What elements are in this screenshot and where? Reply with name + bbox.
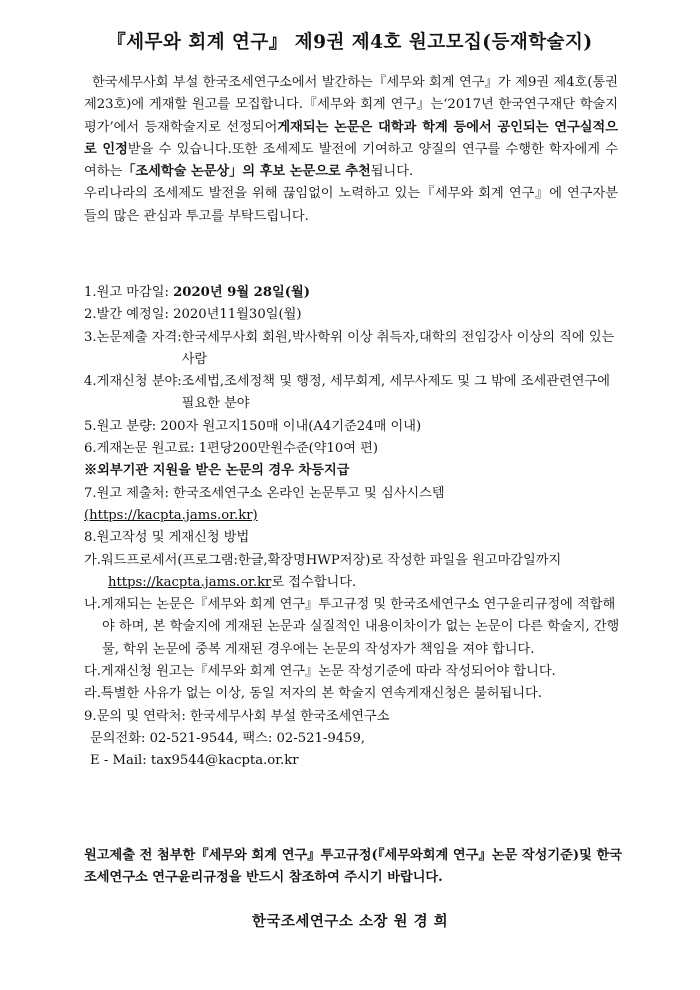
method-ga-cont [84,572,622,594]
page-title: 『세무와 회계 연구』 제9권 제4호 원고모집(등재학술지) [107,32,593,53]
item-publish-date: 2.발간 예정일: 2020년11월30일(월) [84,307,302,323]
item-method-ga [84,550,622,595]
item-fields-value: 조세법,조세정책 및 행정, 세무회계, 세무사제도 및 그 밖에 조세관련연구에 필요한 분야 [181,374,610,412]
item-method-na: 나.게재되는 논문은『세무와 회계 연구』투고규정 및 한국조세연구소 연구윤리규정에 적합해야 하며, 본 학술지에 게재된 논문과 실질적인 내용이차이가 없는 논문이 다른 학술지, 간행물, 학위 논문에 중복 게재된 경우에는 논문의 작성자가 책임을 져야 합니다. [84,597,620,657]
submission-link[interactable]: (https://kacpta.jams.or.kr) [84,507,258,523]
item-deadline-label: 1.원고 마감일: [84,285,174,300]
item-eligibility-value: 한국세무사회 회원,박사학위 이상 취득자,대학의 전임강사 이상의 직에 있는 사람 [181,329,615,367]
item-fields-label: 4.게재신청 분야: [84,374,182,390]
item-contact-email: E - Mail: tax9544@kacpta.or.kr [90,753,299,769]
item-eligibility [84,327,622,372]
item-submission-url [84,505,622,527]
item-deadline [84,282,622,304]
footer-note: 원고제출 전 첨부한『세무와 회계 연구』투고규정(『세무와회계 연구』논문 작성기준)및 한국조세연구소 연구윤리규정을 반드시 참조하여 주시기 바랍니다. [84,848,622,886]
item-method-ra: 라.특별한 사유가 없는 이상, 동일 저자의 본 학술지 연속게재신청은 불허됩니다. [84,686,542,702]
item-fields [84,371,622,416]
item-eligibility-label: 3.논문제출 자격: [84,329,182,345]
item-length: 5.원고 분량: 200자 원고지150매 이내(A4기준24매 이내) [84,418,422,434]
item-contact-phone: 문의전화: 02-521-9544, 팩스: 02-521-9459, [90,730,366,746]
method-ga-text: 가.워드프로세서(프로그램:한글,확장명HWP저장)로 작성한 파일을 원고마감일까지 [84,552,562,568]
intro-text-a: 한국세무사회 부설 한국조세연구소에서 발간하는『세무와 회계 연구』가 제9권 제4호(통권 제23호)에 게재할 원고를 모집합니다.『세무와 회계 연구』는‘2017년 한국연구재단 학술지평가’에서 등재학술지로 선정되어 [84,75,618,135]
method-ga-link[interactable]: https://kacpta.jams.or.kr [108,574,272,590]
item-method-da: 다.게재신청 원고는『세무와 회계 연구』논문 작성기준에 따라 작성되어야 합니다. [84,664,556,680]
intro-text-c: 받을 수 있습니다.또한 조세제도 발전에 기여하고 양질의 연구를 수행한 학자에게 수여하는 [84,141,618,180]
intro-section [84,72,618,228]
item-contact: 9.문의 및 연락처: 한국세무사회 부설 한국조세연구소 [84,708,390,724]
intro-paragraph-2: 우리나라의 조세제도 발전을 위해 끊임없이 노력하고 있는『세무와 회계 연구』에 연구자분들의 많은 관심과 투고를 부탁드립니다. [84,186,618,224]
method-ga-tail: 로 접수합니다. [271,574,357,590]
info-list [84,282,622,773]
signature: 한국조세연구소 소장 원 경 희 [251,913,449,930]
item-fee-note: ※외부기관 지원을 받은 논문의 경우 차등지급 [84,463,350,479]
intro-text-b-bold: 게재되는 논문은 대학과 학계 등에서 공인되는 연구실적으로 인정 [84,119,618,157]
item-deadline-value: 2020년 9월 28일(월) [173,285,310,300]
intro-text-d-bold: 「조세학술 논문상」의 후보 논문으로 추천 [122,164,371,180]
item-method: 8.원고작성 및 게재신청 방법 [84,530,250,546]
intro-text-e: 됩니다. [370,164,414,180]
item-fee: 6.게재논문 원고료: 1편당200만원수준(약10여 편) [84,441,379,457]
item-submission: 7.원고 제출처: 한국조세연구소 온라인 논문투고 및 심사시스템 [84,485,445,501]
intro-paragraph-1 [84,72,618,183]
